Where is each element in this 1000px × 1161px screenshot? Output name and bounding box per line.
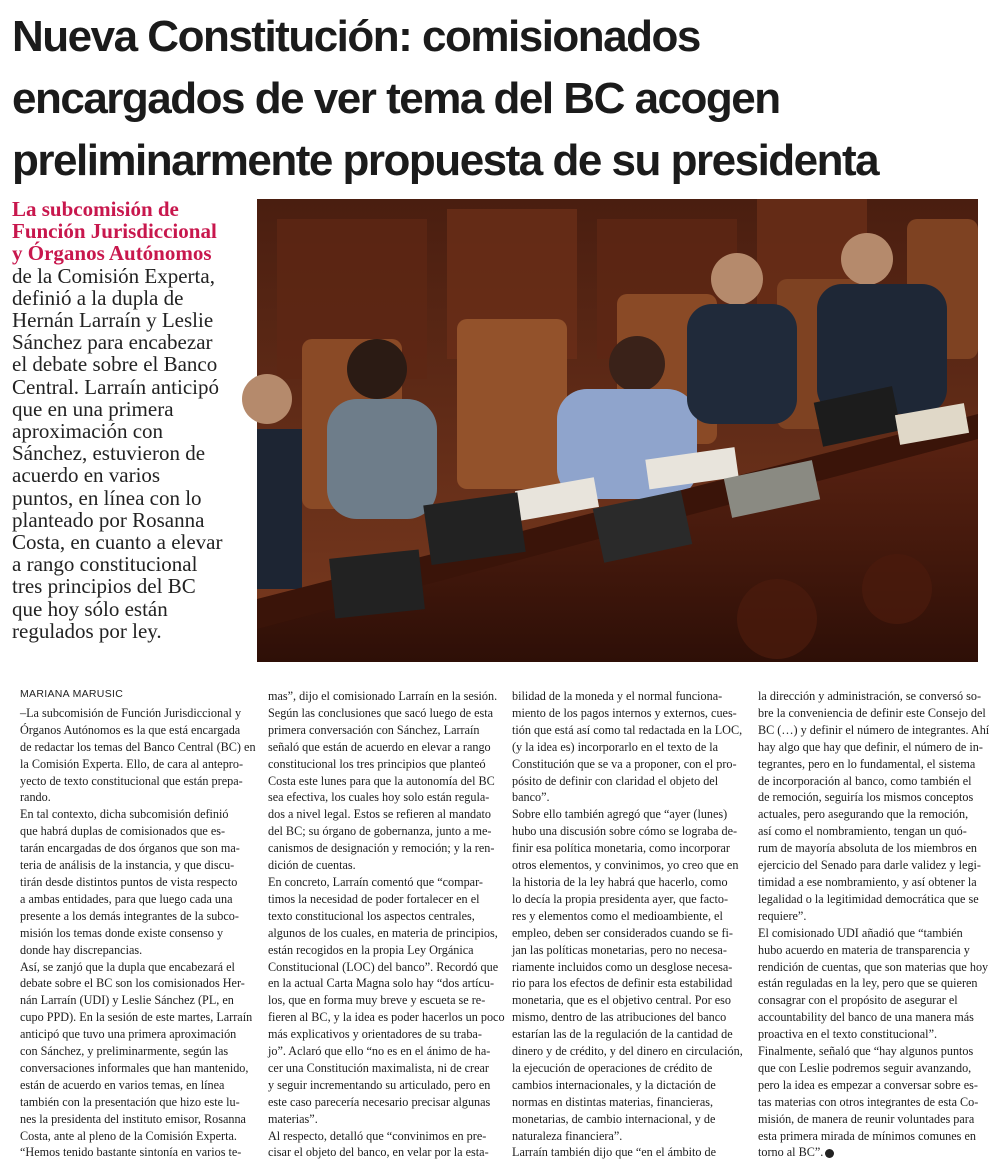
text-line: cambios internacionales, y la dictación de xyxy=(512,1077,716,1092)
byline: MARIANA MARUSIC xyxy=(20,688,124,700)
text-line: primera conversación con Sánchez, Larraín xyxy=(268,722,480,737)
text-line: timos la necesidad de poder fortalecer en el xyxy=(268,891,480,906)
text-line: cisar el objeto del banco, en velar por la esta- xyxy=(268,1145,489,1160)
lead-line: Hernán Larraín y Leslie xyxy=(12,308,214,333)
lead-line: de la Comisión Experta, xyxy=(12,263,215,288)
text-line: Costa este lunes para que la autonomía del BC xyxy=(268,773,495,788)
lead-line: Costa, en cuanto a elevar xyxy=(12,530,223,555)
session-photo-illustration xyxy=(257,199,978,662)
lead-line: aproximación con xyxy=(12,419,164,444)
text-line xyxy=(20,688,248,705)
text-line: actuales, pero asegurando que la remoción, xyxy=(758,807,969,822)
text-line: misión, de manera de reunir voluntades para xyxy=(758,1111,975,1126)
text-line: Constitución que se va a proponer, con el pro- xyxy=(512,756,737,771)
lead-line: que en una primera xyxy=(12,396,174,421)
lead-line: que hoy sólo están xyxy=(12,596,168,621)
text-line: Costa, ante al pleno de la Comisión Experta. xyxy=(20,1128,237,1143)
text-line: Así, se zanjó que la dupla que encabezará el xyxy=(20,959,235,974)
text-line: hay algo que hay que definir, el número de in- xyxy=(758,739,983,754)
text-line: debate sobre el BC son los comisionados Her- xyxy=(20,976,245,991)
text-line xyxy=(758,1144,986,1161)
text-line: anticipó que tuvo una primera aproximación xyxy=(20,1027,237,1042)
text-line: monetaria, que es el objetivo central. Por eso xyxy=(512,993,731,1008)
text-line: tegrantes, pero en lo fundamental, el sistema xyxy=(758,756,976,771)
text-line: tarán encargadas de dos órganos que son ma- xyxy=(20,841,240,856)
last-line-text: torno al BC”. xyxy=(758,1145,824,1160)
text-line: Órganos Autónomos es la que está encargada xyxy=(20,722,241,737)
text-line: la dirección y administración, se conversó so- xyxy=(758,689,982,703)
text-line: riamente incluidos como un desglose necesa- xyxy=(512,959,733,974)
text-line: bilidad de la moneda y el normal funciona- xyxy=(512,689,723,703)
text-line: que habrá duplas de comisionados que es- xyxy=(20,824,226,839)
text-line: los, que en forma muy breve y escueta se re- xyxy=(268,993,486,1008)
lead-line: regulados por ley. xyxy=(12,618,162,643)
text-line: estarían las de la regulación de la cantidad de xyxy=(512,1027,733,1042)
lead-line: Central. Larraín anticipó xyxy=(12,374,219,399)
text-line: están reguladas en la ley, pero que se quieren xyxy=(758,976,978,991)
text-line: fieren al BC, y la idea es poder hacerlos un poco xyxy=(268,1010,505,1025)
text-line: pósito de definir con claridad el objeto del xyxy=(512,773,719,788)
text-line: nes la presidenta del instituto emisor, Rosanna xyxy=(20,1111,246,1126)
text-line: BC (…) y definir el número de integrantes. Ahí xyxy=(758,722,990,737)
text-line: de incorporación al banco, como también el xyxy=(758,773,972,788)
text-line: (y la idea es) incorporarlo en el texto de la xyxy=(512,739,719,754)
text-line: presente a los demás integrantes de la subco- xyxy=(20,908,239,923)
text-line: señaló que están de acuerdo en elevar a rango xyxy=(268,739,491,754)
text-line: sea efectiva, los cuales hoy solo están regula- xyxy=(268,790,490,805)
text-line: accountability del banco de una manera más xyxy=(758,1010,974,1025)
lead-line: tres principios del BC xyxy=(12,574,196,599)
text-line: están de acuerdo en varios temas, en línea xyxy=(20,1077,225,1092)
text-line: rendición de cuentas, que son materias que hoy xyxy=(758,959,989,974)
end-of-article-icon xyxy=(825,1149,834,1158)
text-line: En concreto, Larraín comentó que “compar- xyxy=(268,874,483,889)
text-line: banco”. xyxy=(512,790,550,805)
text-line: cupo PPD). En la sesión de este martes, Larraín xyxy=(20,1010,253,1025)
text-line: En tal contexto, dicha subcomisión definió xyxy=(20,807,229,822)
text-line: monetarias, de cambio internacional, y de xyxy=(512,1111,716,1126)
article-column-1 xyxy=(20,688,256,1161)
text-line: bre la conveniencia de definir este Consejo del xyxy=(758,705,986,720)
text-line: yecto de texto constitucional que están prepa- xyxy=(20,773,243,788)
text-line: cer una Constitución maximalista, ni de crear xyxy=(268,1060,489,1075)
text-line: así como el nombramiento, tengan un quó- xyxy=(758,824,967,839)
text-line: dición de cuentas. xyxy=(268,858,356,873)
text-line: también con la presentación que hizo este lu- xyxy=(20,1094,240,1109)
headline xyxy=(12,6,988,192)
text-line: a ambas entidades, para que luego cada una xyxy=(20,891,233,906)
text-line: tas materias con otros integrantes de esta Co- xyxy=(758,1094,979,1109)
lead-line: definió a la dupla de xyxy=(12,285,184,310)
text-line: proactiva en el texto constitucional”. xyxy=(758,1027,938,1042)
text-line: hubo acuerdo en materia de transparencia y xyxy=(758,942,970,957)
lead-line: a rango constitucional xyxy=(12,552,198,577)
text-line: Sobre ello también agregó que “ayer (lunes) xyxy=(512,807,728,822)
text-line: –La subcomisión de Función Jurisdiccional y xyxy=(20,705,242,720)
lead-paragraph xyxy=(12,198,248,642)
text-line: en la actual Carta Magna solo hay “dos artícu- xyxy=(268,976,495,991)
lead-highlight-line: Función Jurisdiccional xyxy=(12,219,217,244)
lead-line: el debate sobre el Banco xyxy=(12,352,218,377)
text-line: dos a nivel legal. Estos se refieren al mandato xyxy=(268,807,492,822)
session-photo xyxy=(257,199,978,662)
text-line: Finalmente, señaló que “hay algunos puntos xyxy=(758,1044,974,1059)
lead-line: Sánchez, estuvieron de xyxy=(12,441,206,466)
text-line: lo decía la propia presidenta ayer, que facto- xyxy=(512,891,729,906)
text-line: rum de mayoría absoluta de los miembros en xyxy=(758,841,977,856)
lead-line: planteado por Rosanna xyxy=(12,507,205,532)
text-line: este caso parecería necesario precisar algunas xyxy=(268,1094,491,1109)
text-line: requiere”. xyxy=(758,908,807,923)
lead-highlight-line: y Órganos Autónomos xyxy=(12,241,212,266)
text-line: tirán desde distintos puntos de vista respecto xyxy=(20,874,238,889)
text-line: con Sánchez, y preliminarmente, según las xyxy=(20,1044,229,1059)
text-line: rando. xyxy=(20,790,51,805)
text-line: la Comisión Experta. Ello, de cara al antepro- xyxy=(20,756,244,771)
text-line: teria de análisis de la instancia, y que discu- xyxy=(20,858,235,873)
text-line: El comisionado UDI añadió que “también xyxy=(758,925,963,940)
text-line: res y elementos como el medioambiente, el xyxy=(512,908,723,923)
text-line: jan las políticas monetarias, pero no necesa- xyxy=(512,942,727,957)
text-line: materias”. xyxy=(268,1111,318,1126)
headline-line: encargados de ver tema del BC acogen xyxy=(12,74,780,123)
text-line: dinero y de crédito, y del dinero en circulación, xyxy=(512,1044,743,1059)
text-line: más explicativos y orientadores de su traba- xyxy=(268,1027,482,1042)
text-line: normas en distintas materias, financieras, xyxy=(512,1094,714,1109)
text-line: consagrar con el propósito de asegurar el xyxy=(758,993,958,1008)
text-line: hubo una discusión sobre cómo se lograba de- xyxy=(512,824,738,839)
article-column-4 xyxy=(758,688,990,1161)
text-line: de remoción, seguiría los mismos conceptos xyxy=(758,790,974,805)
text-line: están recogidos en la propia Ley Orgánica xyxy=(268,942,474,957)
headline-line: Nueva Constitución: comisionados xyxy=(12,12,700,61)
lead-line: acuerdo en varios xyxy=(12,463,161,488)
text-line: nán Larraín (UDI) y Leslie Sánchez (PL, en xyxy=(20,993,234,1008)
text-line: finir esa política monetaria, como incorporar xyxy=(512,841,730,856)
text-line: mas”, dijo el comisionado Larraín en la sesión. xyxy=(268,689,498,703)
text-line: pero la idea es empezar a conversar sobre es- xyxy=(758,1077,978,1092)
text-line: del BC; su órgano de gobernanza, junto a me- xyxy=(268,824,492,839)
text-line: y seguir incrementando su articulado, pero en xyxy=(268,1077,491,1092)
text-line: la ejecución de operaciones de crédito de xyxy=(512,1060,713,1075)
text-line: conversaciones informales que han mantenido, xyxy=(20,1060,249,1075)
text-line: Según las conclusiones que sacó luego de esta xyxy=(268,705,494,720)
text-line: que con Leslie podremos seguir avanzando, xyxy=(758,1060,972,1075)
text-line: empleo, deben ser considerados cuando se fi- xyxy=(512,925,733,940)
text-line: Constitucional (LOC) del banco”. Recordó que xyxy=(268,959,499,974)
text-line: esta primera mirada de mínimos comunes en xyxy=(758,1128,976,1143)
headline-line: preliminarmente propuesta de su presidenta xyxy=(12,136,879,185)
article-column-3 xyxy=(512,688,743,1161)
article-column-2 xyxy=(268,688,505,1161)
text-line: jo”. Aclaró que ello “no es en el ánimo de ha- xyxy=(268,1044,491,1059)
text-line: Al respecto, detalló que “convinimos en pre- xyxy=(268,1128,487,1143)
lead-line: puntos, en línea con lo xyxy=(12,485,202,510)
text-line: naturaleza financiera”. xyxy=(512,1128,623,1143)
text-line: miento de los pagos internos y externos, cues- xyxy=(512,705,737,720)
lead-line: Sánchez para encabezar xyxy=(12,330,213,355)
text-line: algunos de los cuales, en materia de principios, xyxy=(268,925,498,940)
text-line: Larraín también dijo que “en el ámbito de xyxy=(512,1145,717,1160)
lead-highlight-line: La subcomisión de xyxy=(12,197,179,221)
text-line: misión los temas donde existe consenso y xyxy=(20,925,224,940)
text-line: mismo, dentro de las atribuciones del banco xyxy=(512,1010,727,1025)
text-line: donde hay discrepancias. xyxy=(20,942,143,957)
text-line: “Hemos tenido bastante sintonía en varios te- xyxy=(20,1145,242,1160)
text-line: tión que está así como tal redactada en la LOC, xyxy=(512,722,743,737)
text-line: legalidad o la legitimidad democrática que se xyxy=(758,891,979,906)
text-line: timidad a ese nombramiento, y así obtener la xyxy=(758,874,977,889)
text-line: otros elementos, y convinimos, yo creo que en xyxy=(512,858,739,873)
text-line: rio para los efectos de definir esta estabilidad xyxy=(512,976,733,991)
text-line: canismos de designación y remoción; y la ren- xyxy=(268,841,495,856)
text-line: la historia de la ley habrá que hacerlo, como xyxy=(512,874,728,889)
text-line: texto constitucional los aspectos centrales, xyxy=(268,908,475,923)
text-line: ejercicio del Senado para darle validez y legi- xyxy=(758,858,981,873)
text-line: constitucional los tres principios que planteó xyxy=(268,756,486,771)
text-line: de redactar los temas del Banco Central (BC) en xyxy=(20,739,256,754)
